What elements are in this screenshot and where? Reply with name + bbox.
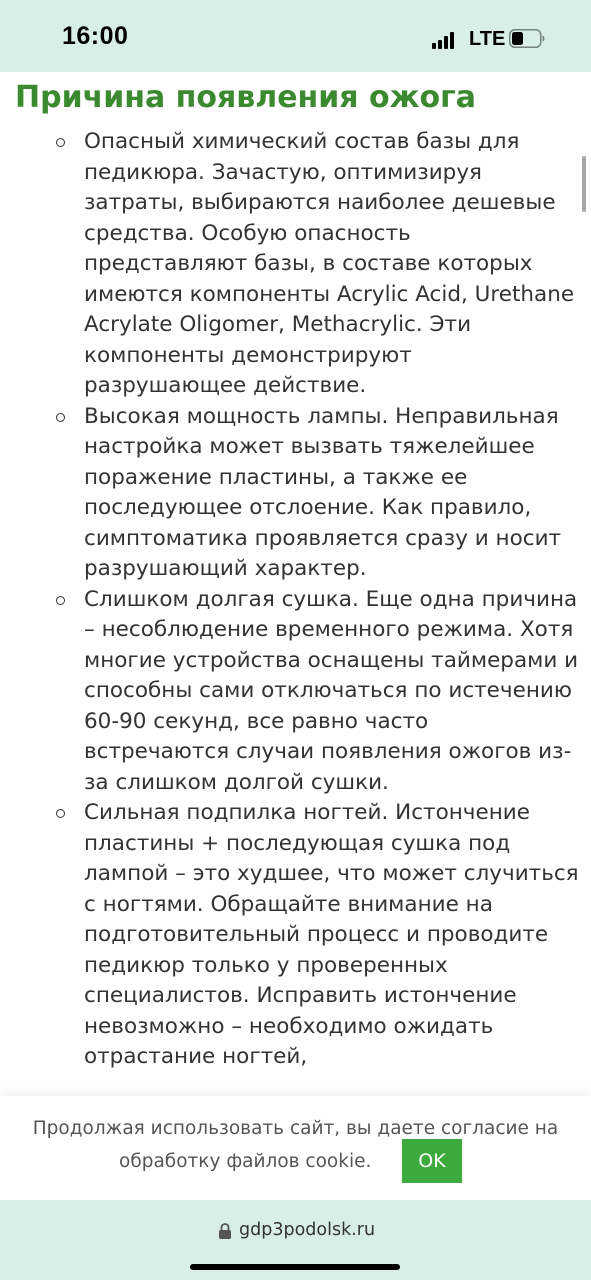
- cookie-consent-text-cont: обработку файлов cookie.: [119, 1151, 372, 1172]
- cookie-ok-button[interactable]: OK: [402, 1139, 462, 1183]
- cookie-consent-text: Продолжая использовать сайт, вы даете согласие на: [32, 1118, 559, 1139]
- cookie-consent-banner: [0, 1096, 591, 1200]
- lock-icon: [218, 1222, 232, 1240]
- list-item: [84, 402, 579, 585]
- list-item-text: Сильная подпилка ногтей. Истончение пластины + последующая сушка под лампой – это худшее, что может случиться с ногтями. Обращайте внимание на подготовительный процесс и проводите педикюр только у проверенных специалистов. Исправить истончение невозможно – необходимо ожидать отрастание ногтей,: [84, 800, 579, 1069]
- home-indicator[interactable]: [190, 1264, 400, 1270]
- scrollbar-thumb[interactable]: [582, 156, 586, 212]
- bullet-circle-icon: [56, 413, 65, 422]
- status-time: 16:00: [62, 22, 129, 50]
- list-item-text: Высокая мощность лампы. Неправильная настройка может вызвать тяжелейшее поражение пластины, а также ее последующее отслоение. Как правило, симптоматика проявляется сразу и носит разрушающий характер.: [84, 403, 562, 581]
- address-url[interactable]: gdp3podolsk.ru: [239, 1220, 376, 1240]
- section-heading: Причина появления ожога: [15, 80, 476, 115]
- bullet-circle-icon: [56, 138, 65, 147]
- network-type-label: LTE: [469, 28, 506, 50]
- bullet-circle-icon: [56, 596, 65, 605]
- cellular-signal-icon: [432, 32, 458, 49]
- article-content[interactable]: [0, 72, 591, 1096]
- bullet-circle-icon: [56, 809, 65, 818]
- status-bar: [0, 0, 591, 72]
- list-item-text: Слишком долгая сушка. Еще одна причина – несоблюдение временного режима. Хотя многие устройства оснащены таймерами и способны сами отключаться по истечению 60-90 секунд, все равно часто встречаются случаи появления ожогов из-за слишком долгой сушки.: [84, 586, 579, 795]
- reasons-list: [84, 127, 579, 1073]
- list-item-text: Опасный химический состав базы для педикюра. Зачастую, оптимизируя затраты, выбираются наиболее дешевые средства. Особую опасность представляют базы, в составе которых имеются компоненты Acrylic Acid, Urethane Acrylate Oligomer, Methacrylic. Эти компоненты демонстрируют разрушающее действие.: [84, 129, 575, 398]
- list-item: [84, 798, 579, 1073]
- battery-icon: [509, 29, 545, 48]
- list-item: [84, 127, 579, 402]
- list-item: [84, 585, 579, 799]
